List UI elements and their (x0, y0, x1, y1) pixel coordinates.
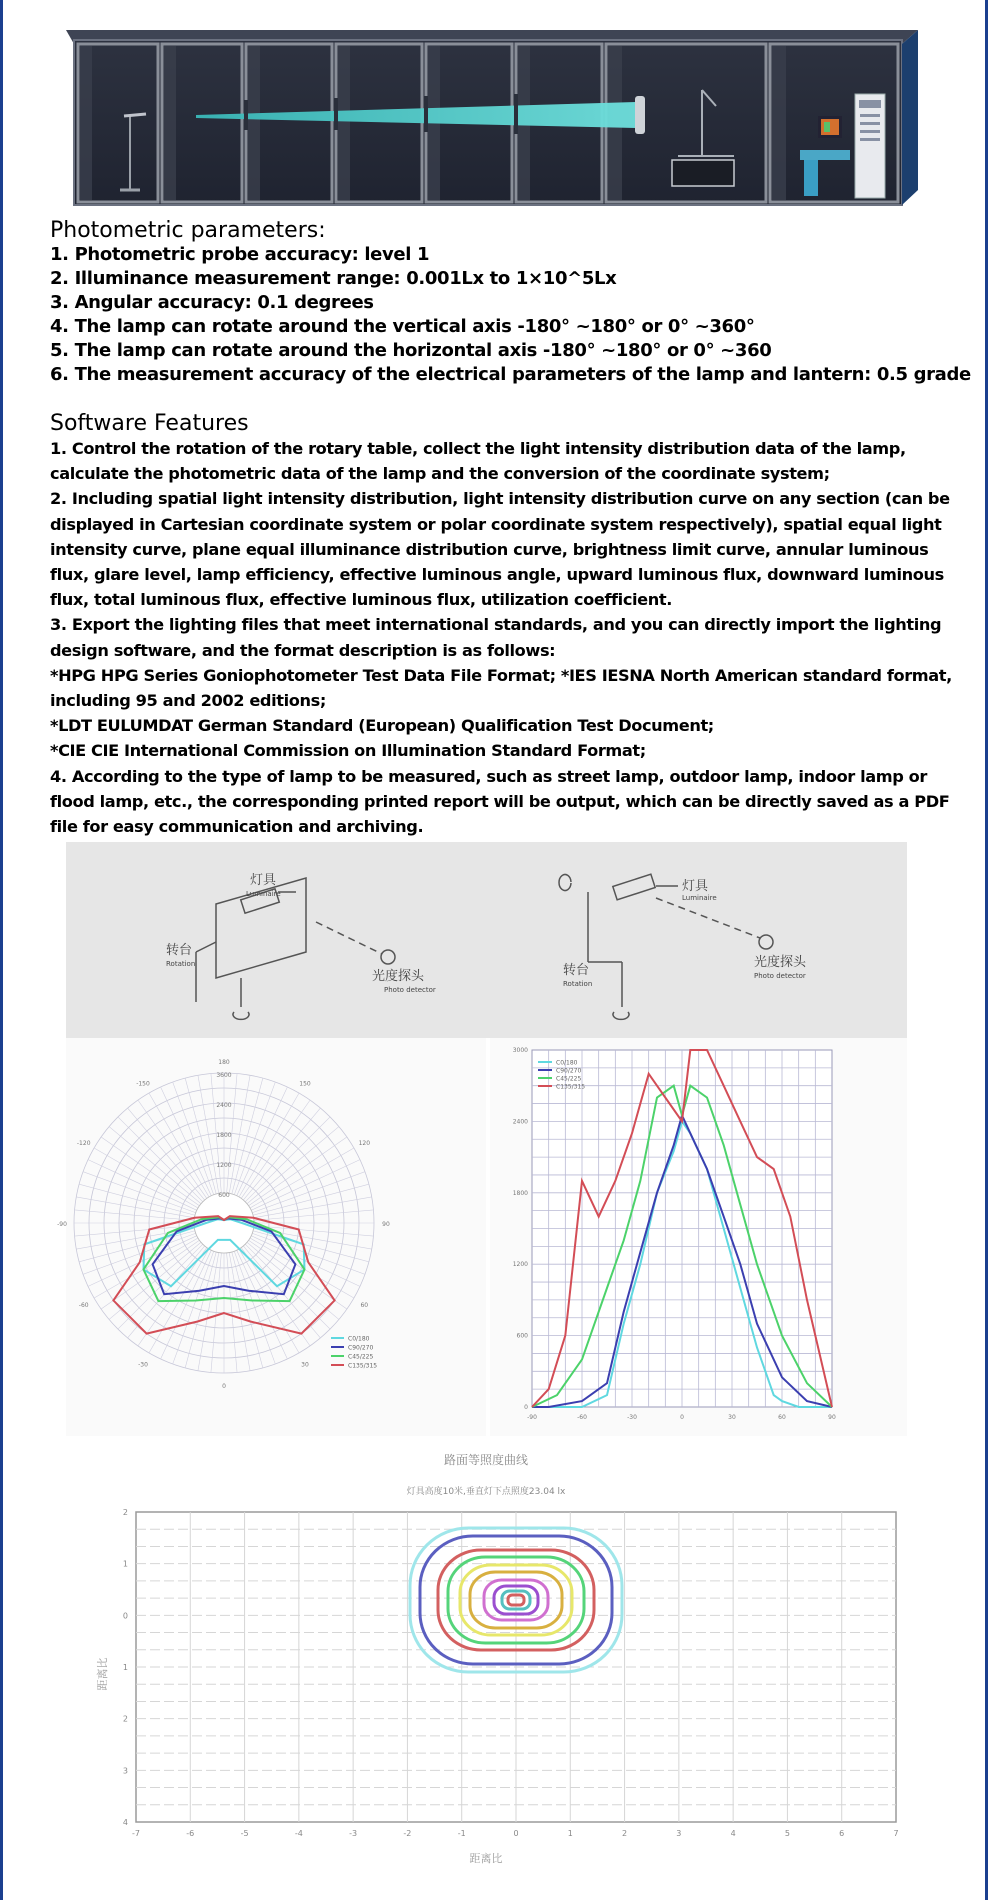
polar-spoke (185, 1078, 216, 1194)
isolux-x-tick: -2 (403, 1829, 412, 1838)
polar-spoke (243, 1108, 320, 1200)
curve-x-tick: 60 (778, 1414, 786, 1421)
polar-spoke (94, 1148, 198, 1208)
isolux-x-tick: -4 (294, 1829, 303, 1838)
isolux-x-tick: -5 (240, 1829, 249, 1838)
curve-legend-label: C45/225 (556, 1075, 582, 1083)
software-paragraph: 1. Control the rotation of the rotary table, collect the light intensity distribution data of the lamp, calculate the photometric data of the lamp and the conversion of the coordinate system; (50, 439, 906, 484)
polar-spoke (88, 1236, 197, 1287)
isolux-y-tick: 0 (122, 1611, 128, 1621)
software-paragraph: *HPG HPG Series Goniophotometer Test Data File Format; *IES IESNA North American standard format, including 95 and 2002 editions; (50, 665, 952, 711)
isolux-x-tick: -1 (457, 1829, 466, 1838)
polar-angle-label: 180 (218, 1059, 230, 1066)
polar-spoke (229, 1253, 250, 1371)
rotation-label-cn: 转台 (166, 943, 193, 958)
photometric-item: 1. Photometric probe accuracy: level 1 (50, 244, 430, 265)
polar-spoke (232, 1078, 263, 1194)
polar-spoke (76, 1197, 194, 1218)
luminaire-label-en: Luminaire (682, 894, 717, 902)
polar-angle-label: 0 (222, 1383, 226, 1390)
detector-label-cn: 光度探头 (754, 955, 807, 970)
software-paragraph: *CIE CIE International Commission on Illumination Standard Format; (50, 741, 646, 761)
polar-spoke (79, 1184, 195, 1215)
polar-spoke (253, 1184, 369, 1215)
isolux-chart (66, 1444, 907, 1874)
isolux-x-tick: 1 (567, 1829, 573, 1838)
polar-chart (57, 1038, 486, 1436)
curve-legend-label: C90/270 (556, 1067, 582, 1075)
darkroom-illustration (66, 30, 918, 215)
photometric-title: Photometric parameters: (50, 218, 326, 243)
polar-spoke (109, 1127, 201, 1204)
polar-spoke (161, 1087, 212, 1196)
curve-x-tick: 30 (728, 1414, 736, 1421)
rotation-label-en: Rotation (166, 960, 196, 968)
polar-angle-label: -60 (78, 1302, 89, 1309)
polar-spoke (251, 1160, 360, 1211)
isolux-subtitle: 灯具高度10米,垂直灯下点照度23.04 lx (406, 1487, 566, 1497)
isolux-y-tick: 1 (122, 1663, 128, 1672)
curve-x-tick: 0 (680, 1414, 684, 1421)
polar-angle-label: 120 (358, 1140, 371, 1147)
photometric-list (50, 243, 970, 387)
software-text (50, 436, 970, 839)
polar-angle-label: -150 (136, 1080, 150, 1088)
polar-spoke (198, 1253, 219, 1371)
isolux-x-tick: 2 (622, 1829, 628, 1838)
curve-y-tick: 600 (516, 1332, 528, 1340)
luminaire-label-en: Luminaire (246, 890, 281, 898)
detector-label-cn: 光度探头 (372, 969, 425, 984)
detector-label-en: Photo detector (754, 972, 806, 980)
isolux-chart-panel (66, 1444, 907, 1874)
polar-angle-label: 150 (299, 1080, 311, 1088)
polar-spoke (251, 1236, 360, 1287)
curve-x-tick: -90 (527, 1414, 537, 1421)
isolux-y-tick: 2 (122, 1714, 128, 1724)
detector-label-en: Photo detector (384, 986, 436, 994)
luminaire-label-cn: 灯具 (682, 879, 709, 894)
isolux-x-tick: 6 (839, 1829, 845, 1838)
polar-radial-tick: 1200 (216, 1162, 232, 1169)
polar-angle-label: -90 (57, 1221, 67, 1228)
polar-spoke (94, 1238, 198, 1298)
polar-radial-tick: 1800 (216, 1132, 232, 1139)
curve-legend-label: C0/180 (556, 1059, 578, 1067)
luminaire-label-cn: 灯具 (250, 873, 277, 888)
polar-spoke (232, 1252, 263, 1368)
isolux-x-tick: -3 (349, 1829, 358, 1838)
polar-spoke (128, 1108, 205, 1200)
curve-y-tick: 2400 (512, 1118, 528, 1126)
polar-spoke (254, 1197, 372, 1218)
polar-spoke (79, 1231, 195, 1262)
curve-chart (490, 1038, 907, 1436)
polar-spoke (250, 1148, 354, 1208)
rotation-label-cn: 转台 (563, 963, 590, 978)
polar-angle-label: 60 (360, 1302, 369, 1309)
polar-radial-tick: 2400 (216, 1102, 232, 1109)
polar-spoke (253, 1231, 369, 1262)
isolux-x-tick: 7 (893, 1829, 899, 1838)
polar-spoke (185, 1252, 216, 1368)
polar-spoke (88, 1160, 197, 1211)
isolux-y-tick: 4 (122, 1818, 128, 1827)
isolux-y-tick: 1 (122, 1559, 128, 1569)
isolux-x-tick: 5 (784, 1829, 790, 1838)
isolux-x-tick: -6 (186, 1829, 195, 1838)
polar-spoke (250, 1238, 354, 1298)
schematic-panel (66, 842, 907, 1038)
rotation-label-en: Rotation (563, 980, 593, 988)
isolux-xlabel: 距离比 (469, 1852, 503, 1865)
polar-angle-label: 90 (382, 1221, 390, 1228)
isolux-ylabel: 距离比 (96, 1657, 109, 1691)
curve-y-tick: 0 (524, 1404, 528, 1411)
polar-spoke (237, 1250, 288, 1359)
polar-legend-label: C135/315 (348, 1362, 378, 1370)
photometric-section (50, 219, 970, 387)
polar-legend-label: C90/270 (348, 1344, 374, 1352)
polar-legend-label: C45/225 (348, 1353, 374, 1361)
curve-x-tick: -30 (627, 1414, 637, 1421)
software-paragraph: 3. Export the lighting files that meet international standards, and you can directly import the lighting design software, and the format description is as follows: (50, 615, 942, 660)
polar-angle-label: 30 (301, 1361, 309, 1369)
isolux-x-tick: 3 (676, 1829, 682, 1838)
isolux-y-tick: 2 (122, 1508, 128, 1517)
software-paragraph: *LDT EULUMDAT German Standard (European) Qualification Test Document; (50, 716, 714, 736)
software-paragraph: 2. Including spatial light intensity distribution, light intensity distribution curve on any section (can be displayed in Cartesian coordinate system or polar coordinate system respectively), spatial equal light intensity curve, plane equal illuminance distribution curve, brightness limit curve, annular luminous flux, glare level, lamp efficiency, effective luminous angle, upward luminous flux, downward luminous flux, total luminous flux, effective luminous flux, utilization coefficient. (50, 489, 950, 610)
curve-legend-label: C135/315 (556, 1083, 586, 1091)
isolux-x-tick: 0 (513, 1829, 519, 1838)
software-paragraph: 4. According to the type of lamp to be measured, such as street lamp, outdoor lamp, indoor lamp or flood lamp, etc., the corresponding printed report will be output, which can be directly saved as a PDF file for easy communication and archiving. (50, 766, 950, 837)
curve-y-tick: 1800 (512, 1189, 528, 1197)
polar-spoke (161, 1250, 212, 1359)
curve-x-tick: 90 (828, 1414, 836, 1421)
curve-x-tick: -60 (577, 1414, 587, 1421)
polar-chart-panel (57, 1038, 486, 1436)
polar-spoke (239, 1093, 299, 1197)
polar-radial-tick: 3600 (216, 1072, 232, 1079)
isolux-x-tick: 4 (730, 1829, 736, 1838)
isolux-title: 路面等照度曲线 (443, 1453, 529, 1467)
software-section (50, 412, 970, 839)
polar-angle-label: -30 (138, 1361, 148, 1369)
photometric-item: 4. The lamp can rotate around the vertical axis -180° ~180° or 0° ~360° (50, 316, 755, 337)
isolux-y-tick: 3 (122, 1766, 128, 1776)
polar-spoke (229, 1075, 250, 1193)
curve-y-tick: 1200 (512, 1261, 528, 1269)
schematic-drawing (66, 842, 907, 1038)
curve-y-tick: 3000 (512, 1047, 528, 1054)
curve-chart-panel (490, 1038, 907, 1436)
photometric-item: 2. Illuminance measurement range: 0.001Lx to 1×10^5Lx (50, 268, 617, 289)
polar-spoke (247, 1127, 339, 1204)
photometric-item: 5. The lamp can rotate around the horizontal axis -180° ~180° or 0° ~360 (50, 340, 772, 361)
isolux-x-tick: -7 (132, 1829, 140, 1838)
polar-spoke (149, 1093, 209, 1197)
photometric-item: 3. Angular accuracy: 0.1 degrees (50, 292, 374, 313)
polar-radial-tick: 600 (218, 1192, 230, 1199)
polar-spoke (237, 1087, 288, 1196)
polar-angle-label: -120 (76, 1140, 91, 1147)
photometric-item: 6. The measurement accuracy of the electrical parameters of the lamp and lantern: 0.5 grade (50, 364, 971, 385)
software-title: Software Features (50, 411, 249, 436)
polar-legend-label: C0/180 (348, 1335, 370, 1343)
